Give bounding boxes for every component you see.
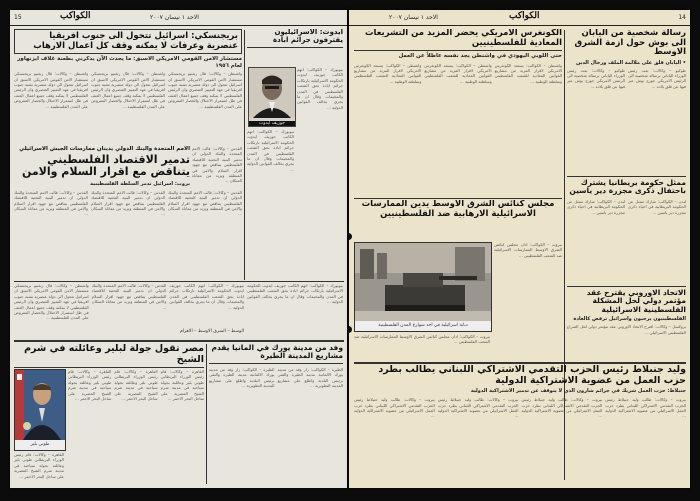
idioth-continued-body: نيويورك – الكواكب: اتهم الكاتب جوزيف ايدوث الحكومة الاسرائيلية بارتكاب جرائم ابادة بحق الشعب الفلسطيني في المدن والمخيمات وقال ان ما يجري يخالف القوانين الدولية ... [247,283,343,305]
eu-conference-headline: الاتحاد الاوروبي يقترح عقد مؤتمر دولي لحل المشكلة الفلسطينية الاسرائيلية [586,289,686,314]
japan-letter-headline: رسالة شخصية من اليابان الى بوش حول ازمة الشرق الاوسط [574,29,686,58]
idioth-portrait-caption: جوزيف ايدوث [249,121,295,126]
un-bank-kicker: الامم المتحدة والبنك الدولي يدينان ممارسات الجيش الاسرائيلي [19,146,190,152]
blair-photo-caption: طوني بلير [15,440,65,450]
deir-yassin-article [567,179,686,285]
idioth-portrait [248,67,296,127]
sources-footer: الوسط – الشرق الاوسط – الاهرام [180,329,244,334]
egypt-blair-headline: مصر تقول جولة لبلير وعائلته في شرم الشيخ [14,344,204,368]
un-bank-headline: تدمير الاقتصاد الفلسطيني يتناقض مع اقرار السلام والامن [21,153,190,179]
newspaper-logo: الكواكب [60,11,91,21]
jumblatt-subhead: جنبلاط: حزب العمل شريك في جرائم شارون الذي لا يتوقف عن تدمير الاشتراكية الدولية [470,388,686,395]
egypt-blair-body-col3: القاهرة – وكالات: قام رئيس الوزراء البريطاني طوني بلير وعائلته بجولة سياحية في مدينة شرم الشيخ المصرية على ساحل البحر الاحمر ... [160,369,204,402]
eu-conference-subhead: الفلسطينيون يرحبون واسرائيل ترفض كالعادة [573,316,686,323]
un-bank-body: القدس – وكالات: قالت الامم المتحدة والبنك الدولي ان تدمير البنية التحتية للاقتصاد الفلسطيني يتناقض مع جهود اقرار السلام والامن في المنطقة ويزيد من معاناة السكان ... [14,189,88,217]
congress-subhead: حتى اللوبي اليهودي في واشنطن يجد نفسه عاطلاً عن العمل [398,53,562,60]
un-bank-subhead: بروت: اسرائيل تدمر السلطة الفلسطينية [90,180,190,187]
japan-letter-body: طوكيو – وكالات: بعث رئيس الوزراء الياباني برسالة شخصية الى الرئيس الامريكي جورج بوش عبر فيها عن قلق بلاده ... [567,67,625,89]
brzezinski-body-col2: واشنطن – وكالات: قال زبغنيو بريجنسكي مستشار الامن القومي الامريكي الاسبق ان اسرائيل تتحول الى دولة عنصرية تشبه جنوب افريقيا في عهد التمييز العنصري وان الرئيس الفلسطيني لا يمكنه وقف جميع اعمال العنف في ظل استمرار الاحتلال والحصار المفروض على المدن الفلسطينية ... [91,71,165,109]
japan-letter-body-col2: طوكيو – وكالات: بعث رئيس الوزراء الياباني برسالة شخصية الى الرئيس الامريكي جورج بوش عبر فيها عن قلق بلاده ... [628,67,686,89]
jumblatt-body-col4: بيروت – وكالات: طالب وليد جنبلاط رئيس الحزب التقدمي الاشتراكي اللبناني بطرد حزب العمل الاسرائيلي من عضوية الاشتراكية الدولية ... [605,397,686,419]
egypt-blair-body-below-photo: القاهرة – وكالات: قام رئيس الوزراء البريطاني طوني بلير وعائلته بجولة سياحية في مدينة شرم الشيخ المصرية على ساحل البحر الاحمر ... [14,452,64,479]
page-number: 15 [14,14,22,21]
un-bank-article [14,146,242,280]
idioth-continued [247,283,343,337]
newspaper-logo: الكواكب [509,11,540,21]
jumblatt-body-col3: بيروت – وكالات: طالب وليد جنبلاط رئيس الحزب التقدمي الاشتراكي اللبناني بطرد حزب العمل الاسرائيلي من عضوية الاشتراكية الدولية ... [521,397,603,419]
binder-hole-top [349,233,352,240]
page-number: 14 [678,14,686,21]
idioth-body: نيويورك – الكواكب: اتهم الكاتب جوزيف ايدوث الحكومة الاسرائيلية بارتكاب جرائم ابادة بحق الشعب الفلسطيني في المدن والمخيمات وقال ان ما يجري يخالف القوانين الدولية ... [297,67,343,110]
delegation-article [209,344,343,484]
un-bank-side-body: القدس – وكالات: قالت الامم المتحدة والبنك الدولي ان تدمير البنية التحتية للاقتصاد الفلسطيني يتناقض مع جهود اقرار السلام والامن في المنطقة ويزيد من معاناة السكان ... [192,146,242,184]
un-bank-body-col2: القدس – وكالات: قالت الامم المتحدة والبنك الدولي ان تدمير البنية التحتية للاقتصاد الفلسطيني يتناقض مع جهود اقرار السلام والامن في المنطقة ويزيد من معاناة السكان ... [91,189,165,217]
right-masthead [349,10,690,26]
egypt-blair-article [14,344,204,484]
brzezinski-body-col3: واشنطن – وكالات: قال زبغنيو بريجنسكي مستشار الامن القومي الامريكي الاسبق ان اسرائيل تتحول الى دولة عنصرية تشبه جنوب افريقيا في عهد التمييز العنصري وان الرئيس الفلسطيني لا يمكنه وقف جميع اعمال العنف في ظل استمرار الاحتلال والحصار المفروض على المدن الفلسطينية ... [168,71,242,109]
un-bank-body-col3: القدس – وكالات: قالت الامم المتحدة والبنك الدولي ان تدمير البنية التحتية للاقتصاد الفلسطيني يتناقض مع جهود اقرار السلام والامن في المنطقة ويزيد من معاناة السكان ... [168,189,242,217]
idioth-headline: ايدوث: الاسرائيليون يقترفون جرائم ابادة [247,29,343,48]
blair-photo [14,369,66,451]
continued-body-1: واشنطن – وكالات: قال زبغنيو بريجنسكي مستشار الامن القومي الامريكي الاسبق ان اسرائيل تتحول الى دولة عنصرية تشبه جنوب افريقيا في عهد التمييز العنصري وان الرئيس الفلسطيني لا يمكنه وقف جميع اعمال العنف في ظل استمرار الاحتلال والحصار المفروض على المدن الفلسطينية ... [14,283,89,321]
brzezinski-body: واشنطن – وكالات: قال زبغنيو بريجنسكي مستشار الامن القومي الامريكي الاسبق ان اسرائيل تتحول الى دولة عنصرية تشبه جنوب افريقيا في عهد التمييز العنصري وان الرئيس الفلسطيني لا يمكنه وقف جميع اعمال العنف في ظل استمرار الاحتلال والحصار المفروض على المدن الفلسطينية ... [14,71,88,109]
tank-photo [354,242,492,332]
congress-body-col3: واشنطن – الكواكب: يستعد الكونغرس الامريكي لاقرار المزيد من مشاريع القوانين المعادية للشعب الفلسطيني وسلطته الوطنية ... [494,62,562,84]
brzezinski-headline: بريجنسكي: اسرائيل تتحول الى جنوب افريقيا عنصرية وعرفات لا يمكنه وقف كل اعمال الارهاب [33,31,238,51]
jumblatt-body-col2: بيروت – وكالات: طالب وليد جنبلاط رئيس الحزب التقدمي الاشتراكي اللبناني بطرد حزب العمل الاسرائيلي من عضوية الاشتراكية الدولية ... [437,397,519,419]
delegation-body-col2: الطيرة – الكواكب: زار وفد من مدينة يورك الالمانية مدينة الطيرة والتقى برئيس البلدية واطلع على مشاريع المدينة التطويرية ... [277,366,343,388]
jumblatt-headline: وليد جنبلاط رئيس الحزب التقدمي الاشتراكي اللبناني يطالب بطرد حزب العمل من عضوية الاشتراكية الدولية [378,365,686,386]
congress-body: واشنطن – الكواكب: يستعد الكونغرس الامريكي لاقرار المزيد من مشاريع القوانين المعادية للشعب الفلسطيني وسلطته الوطنية ... [354,62,422,84]
brzezinski-subhead: مستشار الامن القومي الامريكي الاسبق: ما يحدث الآن يذكرني بطعنة غلاف ايزنهاور لعام ١٩٥٦ [17,56,242,69]
congress-article [354,29,562,197]
idioth-article [247,29,343,279]
left-masthead [10,10,347,26]
continued-body-3: نيويورك – الكواكب: اتهم الكاتب جوزيف ايدوث الحكومة الاسرائيلية بارتكاب جرائم ابادة بحق الشعب الفلسطيني في المدن والمخيمات وقال ان ما يجري يخالف القوانين الدولية ... [169,283,244,310]
delegation-headline: وفد من مدينة يورك في المانيا يقدم مشاريع المدينة الطيرة [209,344,343,364]
brzezinski-article [14,29,242,143]
japan-letter-article [567,29,686,175]
deir-yassin-body-col2: لندن – الكواكب: شارك ممثل عن الحكومة البريطانية في احياء ذكرى مجزرة دير ياسين ... [628,198,686,215]
deir-yassin-headline: ممثل حكومة بريطانيا يشترك باحتفال ذكرى مجزرة دير ياسين [569,179,686,196]
left-newspaper-page [10,10,347,488]
churches-council-headline: مجلس كنائس الشرق الاوسط يدين الممارسات الاسرائيلية الارهابية ضد الفلسطينيين [361,200,555,219]
idioth-body-col2: نيويورك – الكواكب: اتهم الكاتب جوزيف ايدوث الحكومة الاسرائيلية بارتكاب جرائم ابادة بحق الشعب الفلسطيني في المدن والمخيمات وقال ان ما يجري يخالف القوانين الدولية ... [247,129,294,172]
tank-photo-caption: دبابة اسرائيلية في احد شوارع المدن الفلسطينية [355,321,491,331]
issue-date: الاحد ١ نيسان ٢٠٠٧ [389,14,438,21]
eu-conference-article [567,289,686,364]
churches-council-body-below: بيروت – الكواكب: ادان مجلس كنائس الشرق الاوسط الممارسات الاسرائيلية ضد الشعب الفلسطيني ... [354,334,490,345]
congress-body-col2: واشنطن – الكواكب: يستعد الكونغرس الامريكي لاقرار المزيد من مشاريع القوانين المعادية للشعب الفلسطيني وسلطته الوطنية ... [424,62,492,84]
jumblatt-body: بيروت – وكالات: طالب وليد جنبلاط رئيس الحزب التقدمي الاشتراكي اللبناني بطرد حزب العمل الاسرائيلي من عضوية الاشتراكية الدولية ... [354,397,435,419]
japan-letter-subhead: • اليابان قلق على ملالمة الملف ورجال الدين [575,59,686,66]
egypt-blair-body: القاهرة – وكالات: قام رئيس الوزراء البريطاني طوني بلير وعائلته بجولة سياحية في مدينة شرم الشيخ المصرية على ساحل البحر الاحمر ... [68,369,112,402]
issue-date: الاحد ١ نيسان ٢٠٠٧ [150,14,199,21]
jumblatt-article [354,365,686,485]
congress-headline: الكونغرس الامريكي يحضر المزيد من التشريعات المعادية للفلسطينيين [354,29,562,51]
right-newspaper-page [349,10,690,488]
eu-conference-body: بروكسل – وكالات: اقترح الاتحاد الاوروبي عقد مؤتمر دولي لحل الصراع الفلسطيني الاسرائيلي ... [567,324,686,335]
deir-yassin-body: لندن – الكواكب: شارك ممثل عن الحكومة البريطانية في احياء ذكرى مجزرة دير ياسين ... [567,198,625,215]
churches-council-article [354,200,562,360]
lower-columns [14,283,244,337]
binder-hole-bottom [349,326,352,333]
churches-council-body: بيروت – الكواكب: ادان مجلس كنائس الشرق الاوسط الممارسات الاسرائيلية ضد الشعب الفلسطيني ... [494,242,562,258]
continued-body-2: القدس – وكالات: قالت الامم المتحدة والبنك الدولي ان تدمير البنية التحتية للاقتصاد الفلسطيني يتناقض مع جهود اقرار السلام والامن في المنطقة ويزيد من معاناة السكان ... [91,283,167,310]
delegation-body: الطيرة – الكواكب: زار وفد من مدينة يورك الالمانية مدينة الطيرة والتقى برئيس البلدية واطلع على مشاريع المدينة التطويرية ... [209,366,275,388]
egypt-blair-body-col2: القاهرة – وكالات: قام رئيس الوزراء البريطاني طوني بلير وعائلته بجولة سياحية في مدينة شرم الشيخ المصرية على ساحل البحر الاحمر ... [114,369,158,402]
